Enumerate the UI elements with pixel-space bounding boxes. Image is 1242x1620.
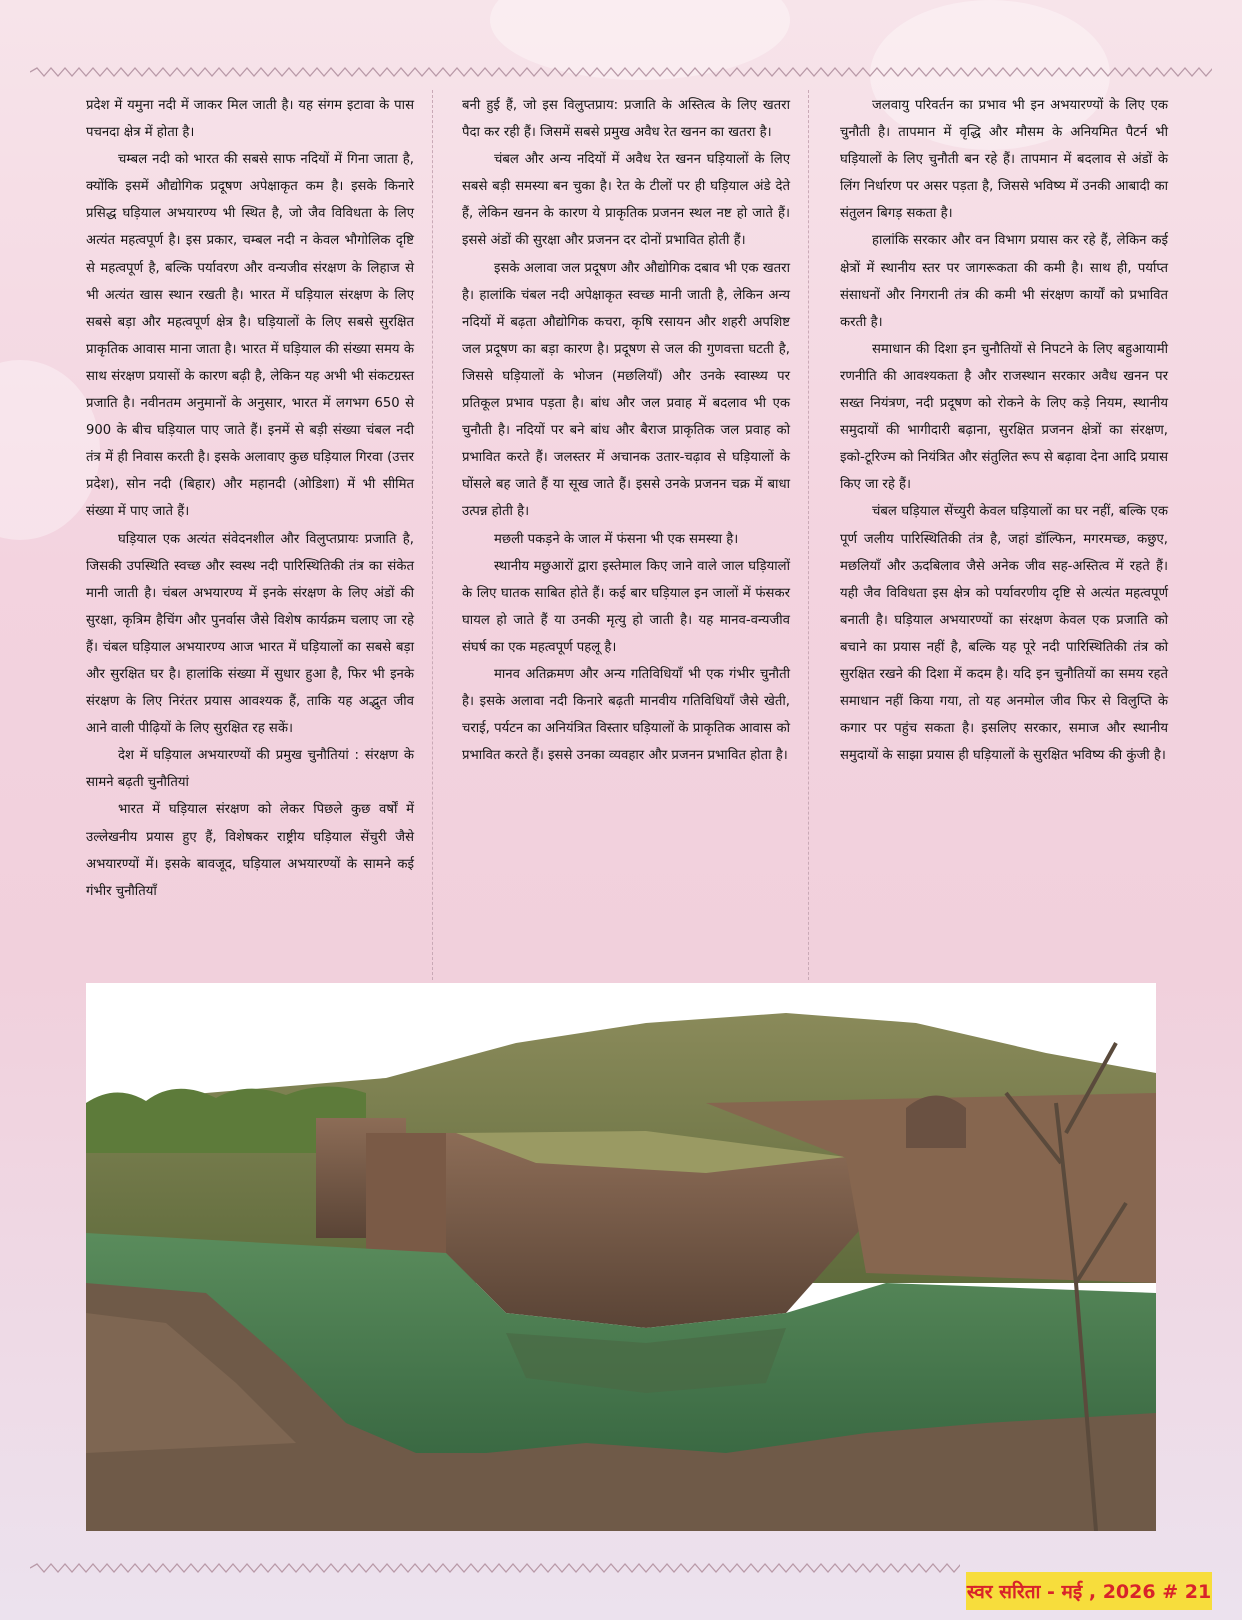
- column-divider: [432, 90, 433, 980]
- paragraph: चंबल घड़ियाल सेंच्युरी केवल घड़ियालों का घर नहीं, बल्कि एक पूर्ण जलीय पारिस्थितिकी तंत्र है, जहां डॉल्फिन, मगरमच्छ, कछुए, मछलियाँ और ऊदबिलाव जैसे अनेक जीव सह-अस्तित्व में रहते हैं। यही जैव विविधता इस क्षेत्र को पर्यावरणीय दृष्टि से अत्यंत महत्वपूर्ण बनाती है। घड़ियाल अभयारण्यों का संरक्षण केवल एक प्रजाति को बचाने का प्रयास नहीं है, बल्कि यह पूरे नदी पारिस्थितिकी तंत्र को सुरक्षित रखने की दिशा में कदम है। यदि इन चुनौतियों का समय रहते समाधान नहीं किया गया, तो यह अनमोल जीव फिर से विलुप्ति के कगार पर पहुंच सकता है। इसलिए सरकार, समाज और स्थानीय समुदायों के साझा प्रयास ही घड़ियालों के सुरक्षित भविष्य की कुंजी है।: [840, 504, 1168, 764]
- paragraph: जलवायु परिवर्तन का प्रभाव भी इन अभयारण्यों के लिए एक चुनौती है। तापमान में वृद्धि और मौसम के अनियमित पैटर्न भी घड़ियालों के लिए चुनौती बन रहे हैं। तापमान में बदलाव से अंडों के लिंग निर्धारण पर असर पड़ता है, जिससे भविष्य में उनकी आबादी का संतुलन बिगड़ सकता है।: [840, 98, 1168, 222]
- photo-chhatri: [906, 1108, 966, 1148]
- paragraph: घड़ियाल एक अत्यंत संवेदनशील और विलुप्तप्रायः प्रजाति है, जिसकी उपस्थिति स्वच्छ और स्वस्थ नदी पारिस्थितिकी तंत्र का संकेत मानी जाती है। चंबल अभयारण्य में इनके संरक्षण के लिए अंडों की सुरक्षा, कृत्रिम हैचिंग और पुनर्वास जैसे विशेष कार्यक्रम चलाए जा रहे हैं। चंबल घड़ियाल अभयारण्य आज भारत में घड़ियालों का सबसे बड़ा और सुरक्षित घर है। हालांकि संख्या में सुधार हुआ है, फिर भी इनके संरक्षण के लिए निरंतर प्रयास आवश्यक हैं, ताकि यह अद्भुत जीव आने वाली पीढ़ियों के लिए सुरक्षित रह सकें।: [86, 531, 414, 737]
- background-blob: [0, 360, 100, 540]
- paragraph: इसके अलावा जल प्रदूषण और औद्योगिक दबाव भी एक खतरा है। हालांकि चंबल नदी अपेक्षाकृत स्वच्छ मानी जाती है, लेकिन अन्य नदियों में बढ़ता औद्योगिक कचरा, कृषि रसायन और शहरी अपशिष्ट जल प्रदूषण का बड़ा कारण है। प्रदूषण से जल की गुणवत्ता घटती है, जिससे घड़ियालों के भोजन (मछलियाँ) और उनके स्वास्थ्य पर प्रतिकूल प्रभाव पड़ता है। बांध और जल प्रवाह में बदलाव भी एक चुनौती है। नदियों पर बने बांध और बैराज प्राकृतिक जल प्रवाह को प्रभावित करते हैं। जलस्तर में अचानक उतार-चढ़ाव से घड़ियालों के घोंसले बह जाते हैं या सूख जाते हैं। इससे उनके प्रजनन चक्र में बाधा उत्पन्न होती है।: [462, 260, 790, 520]
- section-heading: देश में घड़ियाल अभयारण्यों की प्रमुख चुनौतियां : संरक्षण के सामने बढ़ती चुनौतियां: [86, 748, 414, 791]
- column-divider: [808, 90, 809, 980]
- article-column-1: [86, 92, 414, 905]
- article-column-2: [462, 92, 790, 769]
- paragraph: स्थानीय मछुआरों द्वारा इस्तेमाल किए जाने वाले जाल घड़ियालों के लिए घातक साबित होते हैं। कई बार घड़ियाल इन जालों में फंसकर घायल हो जाते हैं या उनकी मृत्यु हो जाती है। यह मानव-वन्यजीव संघर्ष का एक महत्वपूर्ण पहलू है।: [462, 558, 790, 655]
- paragraph: मछली पकड़ने के जाल में फंसना भी एक समस्या है।: [494, 531, 739, 547]
- top-wavy-rule: [30, 66, 1212, 78]
- fort-ruins-photo: [86, 983, 1156, 1531]
- article-column-3: [840, 92, 1168, 769]
- footer-text: स्वर सरिता - मई , 2026 # 21: [966, 1581, 1212, 1603]
- paragraph: हालांकि सरकार और वन विभाग प्रयास कर रहे हैं, लेकिन कई क्षेत्रों में स्थानीय स्तर पर जागरूकता की कमी है। साथ ही, पर्याप्त संसाधनों और निगरानी तंत्र की कमी भी संरक्षण कार्यों को प्रभावित करती है।: [840, 233, 1168, 330]
- paragraph: भारत में घड़ियाल संरक्षण को लेकर पिछले कुछ वर्षों में उल्लेखनीय प्रयास हुए हैं, विशेषकर राष्ट्रीय घड़ियाल सेंचुरी जैसे अभयारण्यों में। इसके बावजूद, घड़ियाल अभयारण्यों के सामने कई गंभीर चुनौतियाँ: [86, 802, 414, 899]
- paragraph: समाधान की दिशा इन चुनौतियों से निपटने के लिए बहुआयामी रणनीति की आवश्यकता है और राजस्थान सरकार अवैध खनन पर सख्त नियंत्रण, नदी प्रदूषण को रोकने के लिए कड़े नियम, स्थानीय समुदायों की भागीदारी बढ़ाना, सुरक्षित प्रजनन क्षेत्रों का संरक्षण, इको-टूरिज्म को नियंत्रित और संतुलित रूप से बढ़ावा देना आदि प्रयास किए जा रहे हैं।: [840, 341, 1168, 493]
- bottom-wavy-rule: [30, 1562, 960, 1574]
- paragraph: प्रदेश में यमुना नदी में जाकर मिल जाती है। यह संगम इटावा के पास पचनदा क्षेत्र में होता है।: [86, 98, 414, 141]
- page-footer-badge: [966, 1572, 1212, 1610]
- paragraph: चम्बल नदी को भारत की सबसे साफ नदियों में गिना जाता है, क्योंकि इसमें औद्योगिक प्रदूषण अपेक्षाकृत कम है। इसके किनारे प्रसिद्ध घड़ियाल अभयारण्य भी स्थित है, जो जैव विविधता के लिए अत्यंत महत्वपूर्ण है। इस प्रकार, चम्बल नदी न केवल भौगोलिक दृष्टि से महत्वपूर्ण है, बल्कि पर्यावरण और वन्यजीव संरक्षण के लिहाज से भी अत्यंत खास स्थान रखती है। भारत में घड़ियाल संरक्षण के लिए सबसे बड़ा और महत्वपूर्ण क्षेत्र है। घड़ियालों के लिए सबसे सुरक्षित प्राकृतिक आवास माना जाता है। भारत में घड़ियाल की संख्या समय के साथ संरक्षण प्रयासों के कारण बढ़ी है, लेकिन यह अभी भी संकटग्रस्त प्रजाति है। नवीनतम अनुमानों के अनुसार, भारत में लगभग 650 से 900 के बीच घड़ियाल पाए जाते हैं। इनमें से बड़ी संख्या चंबल नदी तंत्र में ही निवास करती है। इसके अलावाए कुछ घड़ियाल गिरवा (उत्तर प्रदेश), सोन नदी (बिहार) और महानदी (ओडिशा) में भी सीमित संख्या में पाए जाते हैं।: [86, 152, 414, 520]
- paragraph: चंबल और अन्य नदियों में अवैध रेत खनन घड़ियालों के लिए सबसे बड़ी समस्या बन चुका है। रेत के टीलों पर ही घड़ियाल अंडे देते हैं, लेकिन खनन के कारण ये प्राकृतिक प्रजनन स्थल नष्ट हो जाते हैं। इससे अंडों की सुरक्षा और प्रजनन दर दोनों प्रभावित होती हैं।: [462, 152, 790, 249]
- paragraph: मानव अतिक्रमण और अन्य गतिविधियाँ भी एक गंभीर चुनौती है। इसके अलावा नदी किनारे बढ़ती मानवीय गतिविधियाँ जैसे खेती, चराई, पर्यटन का अनियंत्रित विस्तार घड़ियालों के प्राकृतिक आवास को प्रभावित करते हैं। इससे उनका व्यवहार और प्रजनन प्रभावित होता है।: [462, 666, 790, 764]
- paragraph: बनी हुई हैं, जो इस विलुप्तप्राय: प्रजाति के अस्तित्व के लिए खतरा पैदा कर रही हैं। जिसमें सबसे प्रमुख अवैध रेत खनन का खतरा है।: [462, 98, 790, 141]
